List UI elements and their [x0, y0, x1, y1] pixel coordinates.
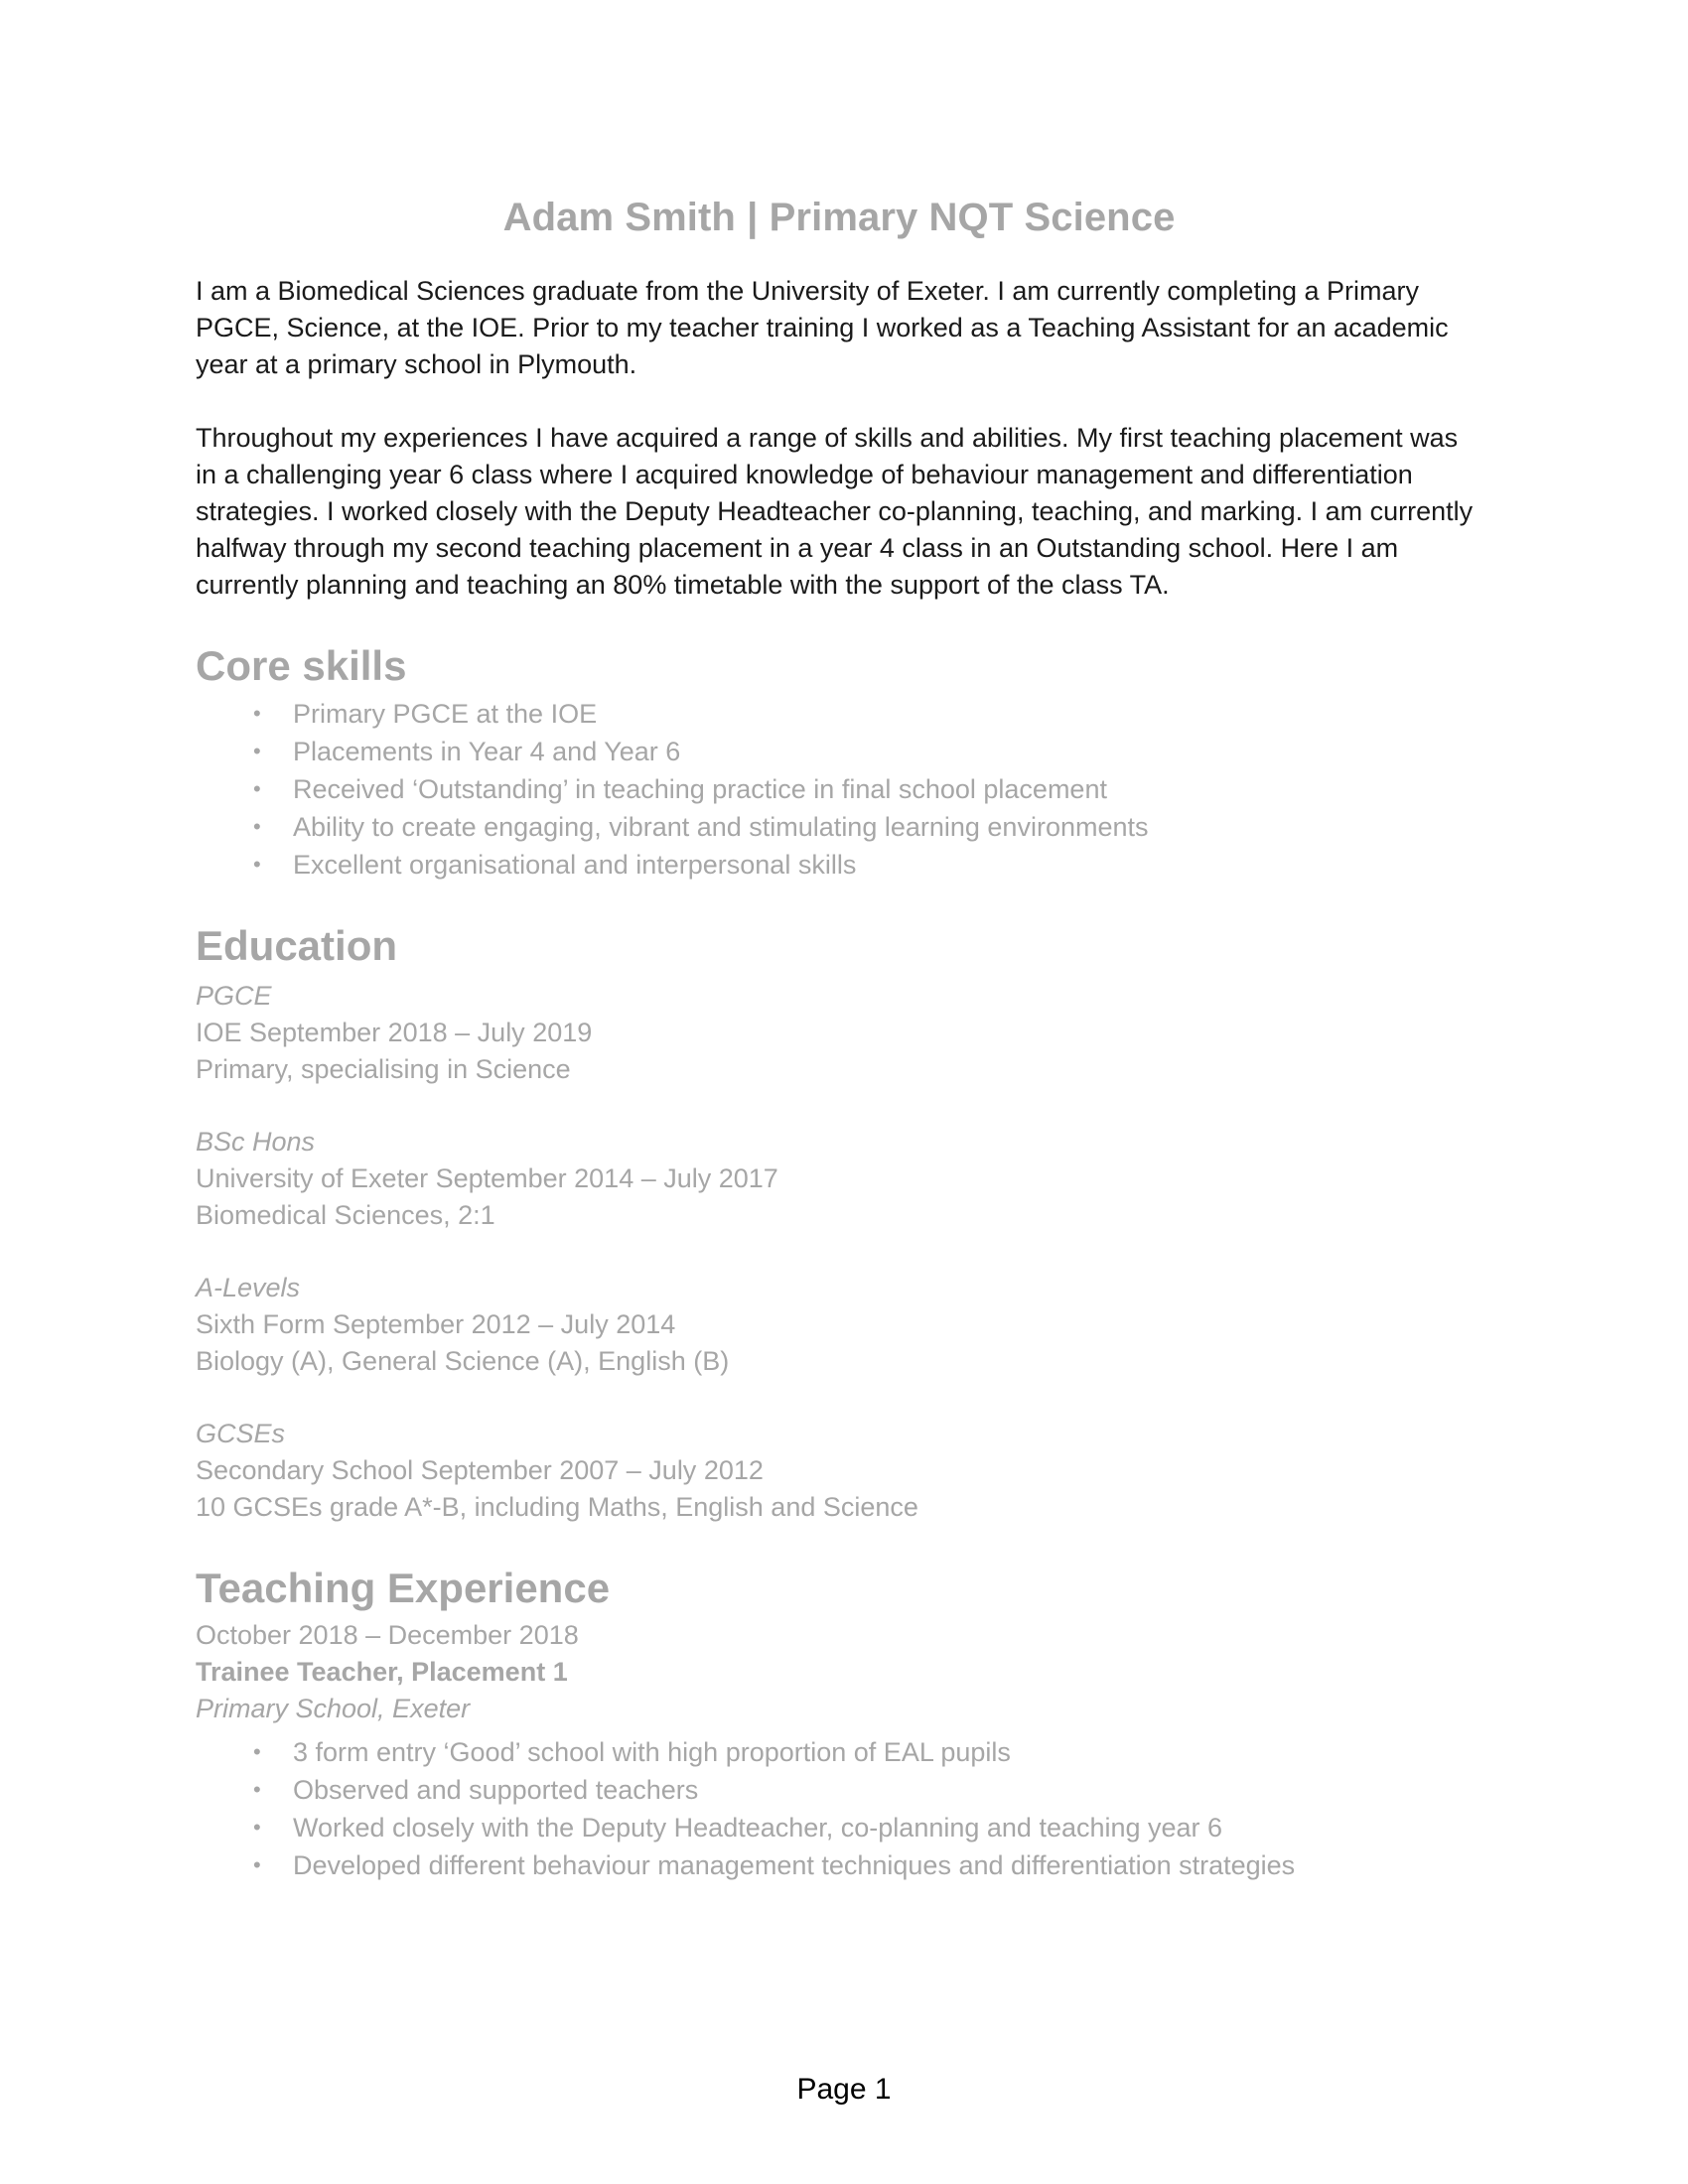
list-item	[196, 808, 1482, 846]
list-item-label: Primary PGCE at the IOE	[293, 699, 598, 730]
list-item	[196, 1771, 1482, 1809]
experience-entry	[196, 1617, 1482, 1884]
list-item	[196, 1809, 1482, 1846]
section-heading-teaching-experience: Teaching Experience	[196, 1564, 611, 1611]
bullet-icon: •	[253, 852, 261, 878]
education-detail: Biology (A), General Science (A), English (B)	[196, 1345, 730, 1376]
experience-dates: October 2018 – December 2018	[196, 1619, 579, 1650]
education-detail: Primary, specialising in Science	[196, 1053, 571, 1084]
experience-bullet-list	[196, 1733, 1482, 1884]
section-heading-core-skills: Core skills	[196, 642, 407, 690]
education-entry	[196, 978, 1482, 1088]
education-entry	[196, 1124, 1482, 1234]
education-qualification: A-Levels	[196, 1272, 301, 1302]
experience-organisation: Primary School, Exeter	[196, 1693, 471, 1723]
list-item	[196, 733, 1482, 770]
intro-paragraph-2: Throughout my experiences I have acquired a range of skills and abilities. My first teaching placement was in a challenging year 6 class where I acquired knowledge of behaviour management and differentiation strategies. I worked closely with the Deputy Headteacher co-planning, teaching, and marking. I am currently halfway through my second teaching placement in a year 4 class in an Outstanding school. Here I am currently planning and teaching an 80% timetable with the support of the class TA.	[196, 423, 1474, 601]
list-item-label: Developed different behaviour management techniques and differentiation strategies	[293, 1849, 1296, 1880]
page-title: Adam Smith | Primary NQT Science	[502, 196, 1176, 239]
experience-role: Trainee Teacher, Placement 1	[196, 1656, 568, 1687]
spacer-before-core-skills	[196, 604, 1482, 643]
list-item	[196, 846, 1482, 884]
page-footer	[0, 2073, 1688, 2107]
education-entry	[196, 1270, 1482, 1380]
list-item-label: Ability to create engaging, vibrant and stimulating learning environments	[293, 812, 1149, 843]
education-section	[196, 923, 1482, 1525]
education-qualification: GCSEs	[196, 1418, 286, 1448]
list-item-label: Placements in Year 4 and Year 6	[293, 737, 681, 767]
bullet-icon: •	[253, 739, 261, 764]
core-skills-list	[196, 695, 1482, 884]
bullet-icon: •	[253, 1851, 261, 1877]
page-number-label: Page 1	[796, 2073, 892, 2106]
intro-paragraph-1: I am a Biomedical Sciences graduate from the University of Exeter. I am currently completing a Primary PGCE, Science, at the IOE. Prior to my teacher training I worked as a Teaching Assistant for an academic year at a primary school in Plymouth.	[196, 276, 1449, 380]
education-detail: Biomedical Sciences, 2:1	[196, 1199, 495, 1230]
list-item	[196, 1846, 1482, 1884]
spacer-before-education	[196, 884, 1482, 923]
bullet-icon: •	[253, 1776, 261, 1802]
education-qualification: PGCE	[196, 980, 272, 1011]
education-qualification: BSc Hons	[196, 1126, 316, 1157]
education-detail: 10 GCSEs grade A*-B, including Maths, English and Science	[196, 1491, 918, 1522]
education-entry	[196, 1416, 1482, 1526]
list-item	[196, 1733, 1482, 1771]
bullet-icon: •	[253, 776, 261, 802]
education-institution-dates: Sixth Form September 2012 – July 2014	[196, 1308, 676, 1339]
list-item	[196, 695, 1482, 733]
list-item-label: Observed and supported teachers	[293, 1774, 699, 1805]
spacer-before-experience	[196, 1526, 1482, 1566]
list-item-label: Received ‘Outstanding’ in teaching practice in final school placement	[293, 774, 1107, 805]
education-institution-dates: Secondary School September 2007 – July 2012	[196, 1454, 764, 1485]
document-content	[196, 0, 1482, 1884]
intro-section	[196, 273, 1482, 604]
bullet-icon: •	[253, 701, 261, 727]
bullet-icon: •	[253, 1814, 261, 1840]
list-item	[196, 770, 1482, 808]
core-skills-section	[196, 643, 1482, 884]
education-institution-dates: University of Exeter September 2014 – July 2017	[196, 1162, 778, 1193]
list-item-label: Excellent organisational and interpersonal skills	[293, 850, 857, 881]
list-item-label: Worked closely with the Deputy Headteacher, co-planning and teaching year 6	[293, 1812, 1223, 1843]
teaching-experience-section	[196, 1566, 1482, 1884]
bullet-icon: •	[253, 814, 261, 840]
section-heading-education: Education	[196, 922, 398, 970]
list-item-label: 3 form entry ‘Good’ school with high proportion of EAL pupils	[293, 1736, 1011, 1767]
education-institution-dates: IOE September 2018 – July 2019	[196, 1017, 593, 1047]
bullet-icon: •	[253, 1738, 261, 1764]
